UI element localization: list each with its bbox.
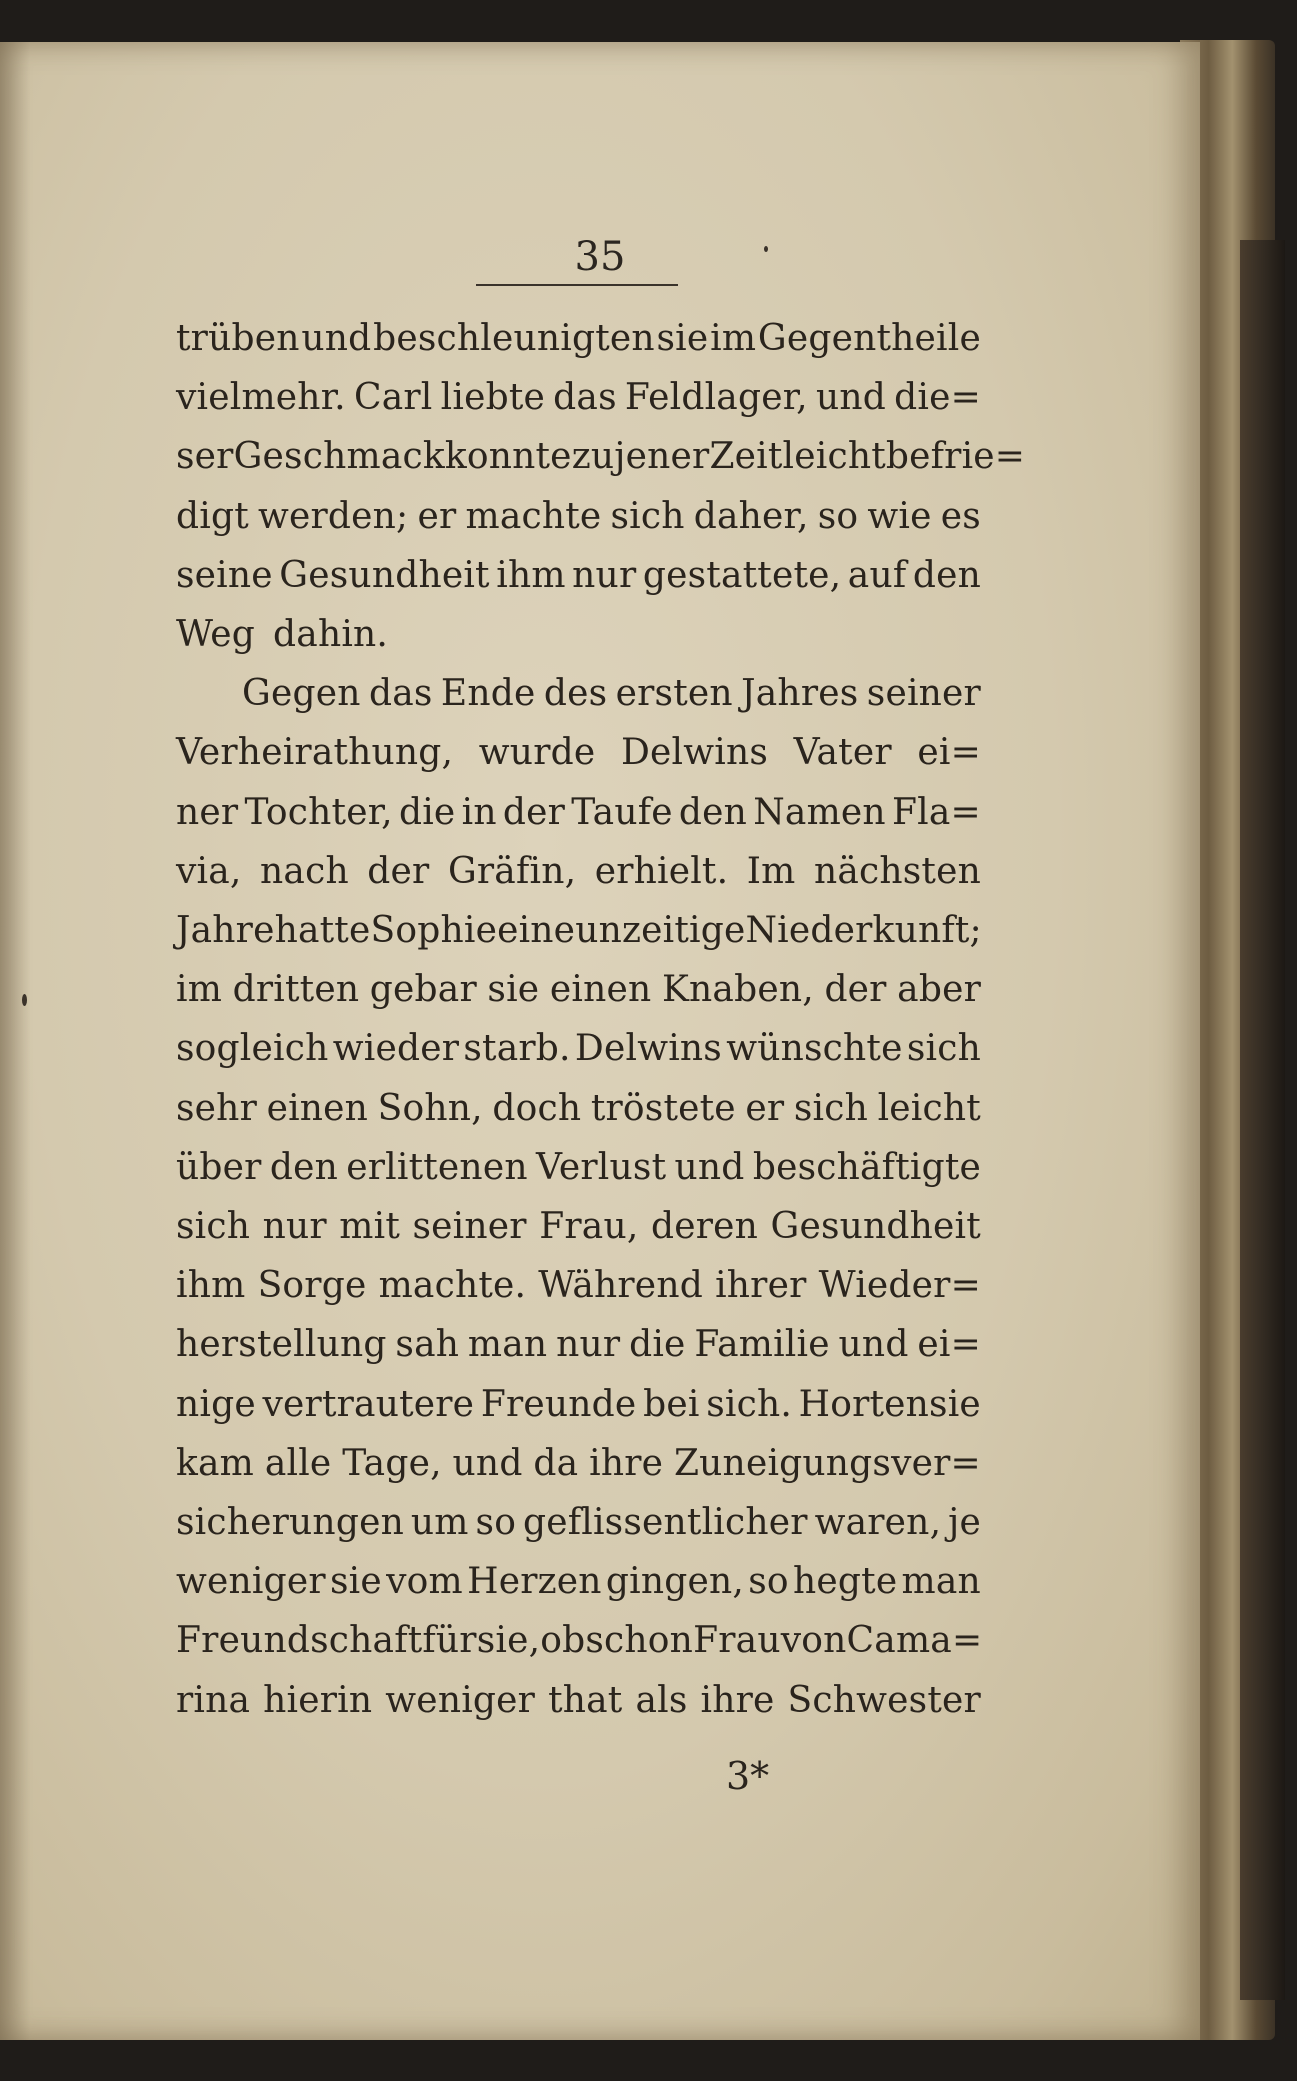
text-line — [176, 1088, 981, 1129]
word: das — [553, 377, 617, 419]
text-line — [176, 1147, 981, 1188]
text-line — [176, 1265, 981, 1306]
text-line — [176, 1443, 981, 1484]
word: sogleich — [176, 1028, 329, 1070]
word: beschäftigte — [752, 1146, 981, 1188]
word: Cama= — [846, 1620, 983, 1662]
word: Gegen — [242, 673, 361, 715]
text-line — [176, 377, 981, 418]
word: einen — [549, 969, 652, 1011]
word: erlittenen — [346, 1146, 528, 1188]
word: und — [301, 318, 372, 359]
word: und — [815, 377, 886, 419]
word: sie — [656, 318, 709, 359]
word: der — [502, 791, 566, 833]
text-line — [176, 436, 1026, 478]
text-line — [176, 851, 981, 892]
word: nur — [572, 554, 637, 596]
word: mit — [339, 1206, 401, 1247]
word: seiner — [866, 673, 981, 715]
word: eine — [497, 910, 576, 951]
ink-speck — [764, 246, 768, 252]
word: Sophie — [370, 910, 498, 951]
text-line — [176, 910, 981, 951]
word: that — [548, 1679, 623, 1721]
word: ihm — [496, 554, 566, 596]
text-line — [176, 1206, 981, 1247]
word: ei= — [917, 732, 981, 774]
word: unzeitige — [575, 910, 746, 951]
word: Frau — [693, 1620, 781, 1662]
word: waren, — [814, 1502, 942, 1543]
word: rina — [176, 1679, 251, 1721]
word: ner — [176, 791, 239, 833]
word: da — [533, 1442, 579, 1484]
gutter-shadow — [0, 42, 30, 2040]
word: Tage, — [342, 1442, 442, 1484]
word: wünschte — [726, 1028, 903, 1070]
text-line — [176, 1384, 981, 1425]
word: via, — [176, 850, 242, 892]
word: sie — [330, 1561, 382, 1603]
word: die= — [894, 377, 981, 419]
word: ihm — [176, 1265, 246, 1307]
word: tröstete — [590, 1087, 736, 1129]
text-line — [176, 555, 981, 596]
word: um — [410, 1502, 469, 1543]
word: deren — [650, 1206, 759, 1247]
word: dahin. — [273, 614, 389, 655]
word: starb. — [463, 1028, 571, 1070]
word: Freunde — [480, 1383, 637, 1425]
word: ihre — [589, 1442, 664, 1484]
word: sich — [793, 1087, 869, 1129]
word: wurde — [478, 732, 596, 774]
word: Jahre — [176, 910, 275, 951]
word: Im — [746, 850, 796, 892]
word: nach — [260, 850, 349, 892]
text-line — [176, 1680, 981, 1721]
word: es — [940, 495, 981, 537]
word: Sorge — [257, 1265, 367, 1307]
word: Verheirathung, — [176, 732, 454, 774]
word: liebte — [440, 377, 545, 419]
word: ihrer — [715, 1265, 807, 1307]
page-number: 35 — [574, 234, 626, 280]
word: die — [629, 1324, 686, 1366]
word: werden; — [257, 495, 409, 537]
word: hierin — [263, 1679, 373, 1721]
word: gestattete, — [642, 554, 842, 596]
header-rule — [476, 284, 678, 286]
ink-speck — [22, 994, 27, 1006]
text-line — [176, 1324, 981, 1365]
word: ei= — [917, 1324, 981, 1366]
word: vertrautere — [262, 1383, 475, 1425]
word: sicherungen — [176, 1502, 404, 1543]
word: trüben — [176, 318, 300, 359]
word: Gegentheile — [757, 318, 981, 359]
word: Namen — [753, 791, 886, 833]
word: Während — [538, 1265, 703, 1307]
text-line — [176, 1502, 981, 1543]
word: wieder — [332, 1028, 460, 1070]
word: er — [745, 1087, 785, 1129]
word: vom — [386, 1561, 463, 1603]
word: wie — [867, 495, 932, 537]
text-line — [176, 792, 981, 833]
word: Tochter, — [244, 791, 393, 833]
word: im — [710, 318, 757, 359]
text-line — [176, 732, 981, 773]
word: Taufe — [571, 791, 673, 833]
word: Feldlager, — [624, 377, 808, 419]
word: je — [948, 1502, 981, 1543]
word: jener — [614, 436, 710, 478]
word: für — [422, 1620, 477, 1662]
text-line — [176, 1561, 981, 1602]
word: digt — [176, 495, 249, 537]
word: gebar — [369, 969, 477, 1011]
word: das — [368, 673, 433, 715]
word: nächsten — [813, 850, 981, 892]
word: auf — [847, 554, 907, 596]
word: einen — [266, 1087, 369, 1129]
word: vielmehr. — [176, 377, 346, 419]
word: seiner — [412, 1206, 527, 1247]
word: im — [176, 969, 223, 1011]
word: so — [817, 495, 859, 537]
word: von — [780, 1620, 847, 1662]
word: man — [901, 1561, 981, 1603]
word: sich — [176, 1206, 251, 1247]
word: Familie — [694, 1324, 830, 1366]
word: Zeit — [709, 436, 783, 478]
word: die — [398, 791, 456, 833]
text-line — [176, 614, 981, 655]
word: Herzen — [467, 1561, 602, 1603]
word: leicht — [877, 1087, 981, 1129]
word: und — [838, 1324, 909, 1366]
word: Gesundheit — [279, 554, 490, 596]
word: und — [452, 1442, 523, 1484]
word: befrie= — [885, 436, 1026, 478]
word: Wieder= — [818, 1265, 981, 1307]
word: nur — [262, 1206, 327, 1247]
word: Knaben, — [661, 969, 814, 1011]
text-line — [176, 673, 981, 714]
word: alle — [264, 1442, 332, 1484]
word: der — [367, 850, 430, 892]
word: des — [543, 673, 608, 715]
word: den — [269, 1146, 338, 1188]
body-text — [176, 318, 1026, 1738]
word: Fla= — [891, 791, 981, 833]
word: Freundschaft — [176, 1620, 423, 1662]
text-line — [176, 496, 981, 537]
word: ersten — [615, 673, 733, 715]
word: ser — [176, 436, 234, 478]
word: Hortensie — [798, 1383, 981, 1425]
word: so — [475, 1502, 517, 1543]
word: weniger — [176, 1561, 326, 1603]
word: dritten — [232, 969, 360, 1011]
word: hegte — [793, 1561, 898, 1603]
word: nur — [556, 1324, 621, 1366]
word: machte. — [378, 1265, 527, 1307]
word: sich — [610, 495, 685, 537]
word: Carl — [353, 377, 433, 419]
word: kam — [176, 1442, 255, 1484]
word: doch — [492, 1087, 582, 1129]
word: Jahres — [741, 673, 859, 715]
word: sah — [395, 1324, 460, 1366]
word: Verlust — [536, 1146, 667, 1188]
text-line — [176, 1028, 981, 1069]
word: seine — [176, 554, 273, 596]
word: ihre — [700, 1679, 775, 1721]
word: Vater — [793, 732, 892, 774]
word: Sohn, — [377, 1087, 483, 1129]
word: so — [748, 1561, 789, 1603]
word: und — [674, 1146, 745, 1188]
word: als — [635, 1679, 688, 1721]
text-line — [176, 1620, 981, 1661]
book-cover-edge — [1240, 240, 1285, 2000]
word: hatte — [274, 910, 371, 951]
word: Geschmack — [233, 436, 445, 478]
word: man — [467, 1324, 548, 1366]
word: leicht — [782, 436, 886, 478]
word: Schwester — [787, 1679, 981, 1721]
word: nige — [176, 1383, 256, 1425]
word: er — [417, 495, 457, 537]
word: sich — [906, 1028, 981, 1070]
word: zu — [571, 436, 615, 478]
word: herstellung — [176, 1324, 387, 1366]
word: geflissentlicher — [522, 1502, 808, 1543]
word: weniger — [385, 1679, 536, 1721]
word: Delwins — [574, 1028, 722, 1070]
word: Niederkunft; — [745, 910, 982, 951]
text-line — [176, 318, 981, 359]
word: beschleunigten — [373, 318, 655, 359]
word: konnte — [444, 436, 572, 478]
word: sie, — [476, 1620, 541, 1662]
word: Gesundheit — [770, 1206, 981, 1247]
word: daher, — [693, 495, 809, 537]
word: Zuneigungsver= — [673, 1442, 981, 1484]
word: sie — [487, 969, 540, 1011]
word: den — [678, 791, 748, 833]
text-line — [176, 969, 981, 1010]
word: Frau, — [539, 1206, 639, 1247]
word: bei — [643, 1383, 700, 1425]
word: aber — [897, 969, 981, 1011]
word: der — [824, 969, 887, 1011]
word: machte — [465, 495, 602, 537]
word: gingen, — [605, 1561, 745, 1603]
word: über — [176, 1146, 262, 1188]
word: sich. — [706, 1383, 792, 1425]
word: Delwins — [620, 732, 769, 774]
word: Ende — [440, 673, 536, 715]
word: Weg — [176, 614, 256, 655]
word: Gräfin, — [447, 850, 577, 892]
catchword: 3* — [726, 1754, 770, 1798]
word: den — [912, 554, 981, 596]
word: obschon — [540, 1620, 694, 1662]
word: erhielt. — [594, 850, 729, 892]
word: sehr — [176, 1087, 257, 1129]
word: in — [461, 791, 497, 833]
